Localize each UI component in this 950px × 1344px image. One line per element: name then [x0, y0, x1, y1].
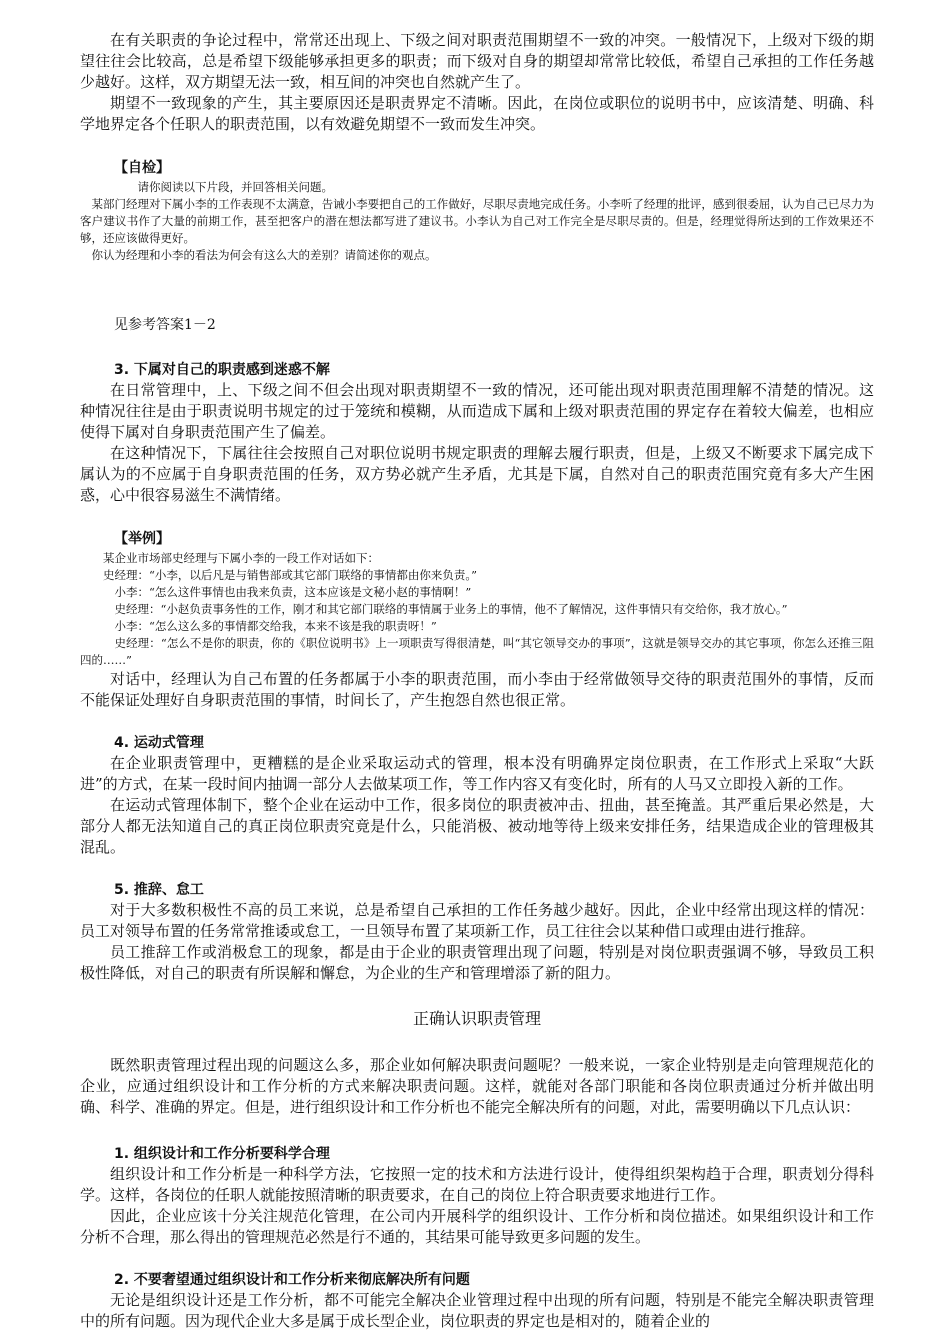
section-heading: 3. 下属对自己的职责感到迷惑不解	[114, 362, 330, 378]
answer-reference: 见参考答案1－2	[114, 317, 216, 333]
paragraph: 期望不一致现象的产生，其主要原因还是职责界定不清晰。因此，在岗位或职位的说明书中，应该清楚、明确、科学地界定各个任职人的职责范围，以有效避免期望不一致而发生冲突。	[80, 94, 874, 133]
dialogue-line: 史经理：“怎么不是你的职责，你的《职位说明书》上一项职责写得很清楚，叫“其它领导交办的事项”，这就是领导交办的其它事项，你怎么还推三阻四的……”	[80, 636, 874, 667]
paragraph: 在这种情况下，下属往往会按照自己对职位说明书规定职责的理解去履行职责，但是，上级又不断要求下属完成下属认为的不应属于自身职责范围的任务，双方势必就产生矛盾，尤其是下属，自然对自己的职责范围究竟有多大产生困惑，心中很容易滋生不满情绪。	[80, 444, 874, 504]
chapter-heading: 正确认识职责管理	[412, 1009, 541, 1028]
paragraph: 既然职责管理过程出现的问题这么多，那企业如何解决职责问题呢？一般来说，一家企业特别是走向管理规范化的企业，应通过组织设计和工作分析的方式来解决职责问题。这样，就能对各部门职能和各岗位职责通过分析并做出明确、科学、准确的界定。但是，进行组织设计和工作分析也不能完全解决所有的问题，对此，需要明确以下几点认识：	[80, 1056, 874, 1116]
example-intro: 某企业市场部史经理与下属小李的一段工作对话如下：	[103, 551, 379, 565]
example-title: 【举例】	[114, 531, 170, 547]
paragraph: 在有关职责的争论过程中，常常还出现上、下级之间对职责范围期望不一致的冲突。一般情况下，上级对下级的期望往往会比较高，总是希望下级能够承担更多的职责；而下级对自身的期望却常常比较低，希望自己承担的工作任务越少越好。这样，双方期望无法一致，相互间的冲突也自然就产生了。	[80, 31, 874, 91]
self-check-title: 【自检】	[114, 160, 170, 176]
example-box	[80, 528, 874, 669]
paragraph: 组织设计和工作分析是一种科学方法，它按照一定的技术和方法进行设计，使得组织架构趋于合理，职责划分得科学。这样，各岗位的任职人就能按照清晰的职责要求，在自己的岗位上符合职责要求地进行工作。	[80, 1165, 874, 1204]
self-check-body: 某部门经理对下属小李的工作表现不太满意，告诫小李要把自己的工作做好，尽职尽责地完成任务。小李听了经理的批评，感到很委屈，认为自己已尽力为客户建议书作了大量的前期工作，甚至把客户的潜在想法都写进了建议书。小李认为自己对工作完全是尽职尽责的。但是，经理觉得所达到的工作效果还不够，还应该做得更好。	[80, 197, 874, 245]
self-check-box	[80, 157, 874, 264]
paragraph: 在企业职责管理中，更糟糕的是企业采取运动式的管理，根本没有明确界定岗位职责，在工作形式上采取“大跃进”的方式，在某一段时间内抽调一部分人去做某项工作，等工作内容又有变化时，所有的人马又立即投入新的工作。	[80, 754, 874, 793]
section-heading: 5. 推辞、怠工	[114, 882, 204, 898]
dialogue-line: 小李：“怎么这么多的事情都交给我，本来不该是我的职责呀！”	[114, 619, 437, 633]
paragraph: 在日常管理中，上、下级之间不但会出现对职责期望不一致的情况，还可能出现对职责范围理解不清楚的情况。这种情况往往是由于职责说明书规定的过于笼统和模糊，从而造成下属和上级对职责范围的界定存在着较大偏差，也相应使得下属对自身职责范围产生了偏差。	[80, 381, 874, 441]
paragraph: 对话中，经理认为自己布置的任务都属于小李的职责范围，而小李由于经常做领导交待的职责范围外的事情，反而不能保证处理好自身职责范围的事情，时间长了，产生抱怨自然也很正常。	[80, 670, 874, 709]
paragraph: 员工推辞工作或消极怠工的现象，都是由于企业的职责管理出现了问题，特别是对岗位职责强调不够，导致员工积极性降低，对自己的职责有所误解和懈怠，为企业的生产和管理增添了新的阻力。	[80, 943, 874, 982]
paragraph: 对于大多数积极性不高的员工来说，总是希望自己承担的工作任务越少越好。因此，企业中经常出现这样的情况：员工对领导布置的任务常常推诿或怠工，一旦领导布置了某项新工作，员工往往会以某种借口或理由进行推辞。	[80, 901, 874, 940]
section-heading: 1. 组织设计和工作分析要科学合理	[114, 1146, 330, 1162]
paragraph: 无论是组织设计还是工作分析，都不可能完全解决企业管理过程中出现的所有问题，特别是不能完全解决职责管理中的所有问题。因为现代企业大多是属于成长型企业，岗位职责的界定也是相对的，随着企业的	[80, 1291, 874, 1330]
dialogue-line: 史经理：“小赵负责事务性的工作，刚才和其它部门联络的事情属于业务上的事情，他不了解情况，这件事情只有交给你，我才放心。”	[114, 602, 788, 616]
dialogue-line: 史经理：“小李，以后凡是与销售部或其它部门联络的事情都由你来负责。”	[103, 568, 478, 582]
section-heading: 4. 运动式管理	[114, 735, 204, 751]
dialogue-line: 小李：“怎么这件事情也由我来负责，这本应该是文秘小赵的事情啊！”	[114, 585, 472, 599]
section-heading: 2. 不要奢望通过组织设计和工作分析来彻底解决所有问题	[114, 1272, 470, 1288]
paragraph: 在运动式管理体制下，整个企业在运动中工作，很多岗位的职责被冲击、扭曲，甚至掩盖。其严重后果必然是，大部分人都无法知道自己的真正岗位职责究竟是什么，只能消极、被动地等待上级来安排任务，结果造成企业的管理极其混乱。	[80, 796, 874, 856]
self-check-intro: 请你阅读以下片段，并回答相关问题。	[137, 180, 333, 194]
paragraph: 因此，企业应该十分关注规范化管理，在公司内开展科学的组织设计、工作分析和岗位描述。如果组织设计和工作分析不合理，那么得出的管理规范必然是行不通的，其结果可能导致更多问题的发生。	[80, 1207, 874, 1246]
self-check-question: 你认为经理和小李的看法为何会有这么大的差别？请简述你的观点。	[91, 248, 437, 262]
